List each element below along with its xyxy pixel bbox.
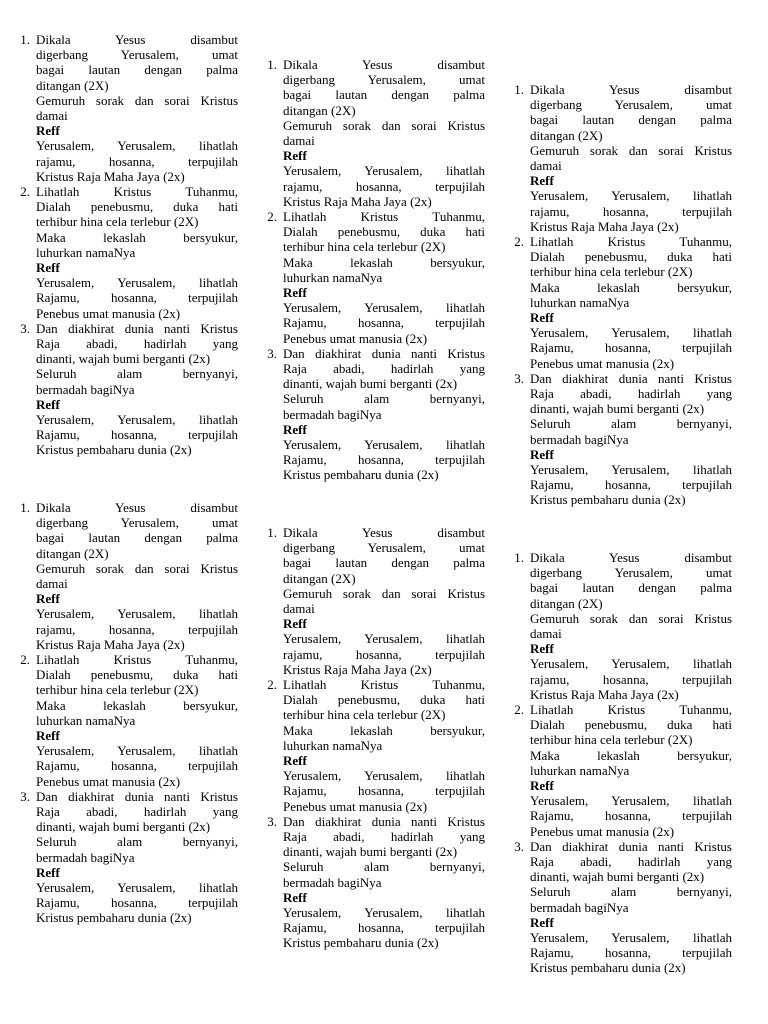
verse-text-line: Lihatlah Kristus Tuhanmu, (36, 184, 238, 200)
reff-text-line: Rajamu, hosanna, terpujilah (36, 895, 238, 911)
verse-text-line: Raja abadi, hadirlah yang (36, 336, 238, 352)
verse-response-line: Gemuruh sorak dan sorai Kristus (36, 560, 238, 576)
reff-text-line: Kristus Raja Maha Jaya (2x) (530, 218, 679, 234)
verse-response-line: bermadah bagiNya (283, 406, 382, 422)
verse-text-line: Dikala Yesus disambut (283, 525, 485, 540)
reff-text-line: Yerusalem, Yerusalem, lihatlah (530, 188, 732, 204)
reff-label: Reff (36, 864, 60, 880)
verse-text-line: Dikala Yesus disambut (530, 82, 732, 97)
verse-number: 2. (514, 702, 524, 718)
verse-text-line: Dan diakhirat dunia nanti Kristus (530, 370, 732, 386)
verse-response-line: Maka lekaslah bersyukur, (283, 722, 485, 738)
verse-response-line: Maka lekaslah bersyukur, (530, 747, 732, 763)
verse-text-line: dinanti, wajah bumi berganti (2x) (283, 844, 458, 860)
reff-text-line: Yerusalem, Yerusalem, lihatlah (530, 930, 732, 946)
reff-text-line: Penebus umat manusia (2x) (530, 823, 675, 839)
verse-text-line: Dialah penebusmu, duka hati (36, 199, 238, 215)
verse-response-line: Gemuruh sorak dan sorai Kristus (283, 117, 485, 133)
verse-number: 1. (20, 32, 30, 47)
verse-number: 3. (267, 813, 277, 829)
reff-text-line: Penebus umat manusia (2x) (283, 798, 428, 814)
reff-label: Reff (530, 778, 554, 794)
verse-response-line: Maka lekaslah bersyukur, (283, 254, 485, 270)
reff-label: Reff (283, 421, 307, 437)
verse-number: 1. (267, 57, 277, 72)
reff-label: Reff (283, 753, 307, 769)
verse-text-line: Lihatlah Kristus Tuhanmu, (36, 652, 238, 668)
verse-text-line: bagai lautan dengan palma (530, 112, 732, 128)
verse-text-line: bagai lautan dengan palma (36, 62, 238, 78)
lyrics-block-bottom-left (8, 500, 238, 926)
reff-text-line: Yerusalem, Yerusalem, lihatlah (283, 631, 485, 647)
verse-text-line: terhibur hina cela terlebur (2X) (36, 682, 199, 698)
verse-response-line: damai (283, 133, 315, 149)
reff-text-line: Yerusalem, Yerusalem, lihatlah (36, 606, 238, 622)
verse (8, 652, 238, 789)
reff-label: Reff (530, 173, 554, 189)
verse-number: 3. (20, 788, 30, 804)
verse-text-line: Dialah penebusmu, duka hati (36, 667, 238, 683)
reff-text-line: Rajamu, hosanna, terpujilah (283, 783, 485, 799)
reff-text-line: Kristus pembaharu dunia (2x) (283, 467, 439, 483)
reff-label: Reff (36, 591, 60, 607)
verse (502, 82, 732, 234)
reff-text-line: Rajamu, hosanna, terpujilah (283, 315, 485, 331)
verse-text-line: digerbang Yerusalem, umat (36, 515, 238, 531)
verse-text-line: bagai lautan dengan palma (530, 580, 732, 596)
reff-text-line: rajamu, hosanna, terpujilah (36, 153, 238, 169)
verse-text-line: Dialah penebusmu, duka hati (530, 249, 732, 265)
reff-text-line: Rajamu, hosanna, terpujilah (283, 920, 485, 936)
reff-label: Reff (530, 446, 554, 462)
verse-text-line: ditangan (2X) (283, 102, 356, 118)
reff-text-line: Rajamu, hosanna, terpujilah (36, 758, 238, 774)
verse-response-line: bermadah bagiNya (530, 899, 629, 915)
reff-label: Reff (283, 148, 307, 164)
verse-text-line: Raja abadi, hadirlah yang (530, 386, 732, 402)
verse-response-line: Seluruh alam bernyanyi, (36, 834, 238, 850)
reff-label: Reff (530, 310, 554, 326)
verse-number: 3. (20, 320, 30, 336)
reff-text-line: Kristus Raja Maha Jaya (2x) (36, 168, 185, 184)
reff-text-line: Kristus pembaharu dunia (2x) (36, 910, 192, 926)
reff-text-line: Kristus pembaharu dunia (2x) (530, 492, 686, 508)
verse (255, 677, 485, 814)
verse-text-line: Dan diakhirat dunia nanti Kristus (530, 838, 732, 854)
reff-text-line: rajamu, hosanna, terpujilah (530, 671, 732, 687)
verse-text-line: ditangan (2X) (530, 595, 603, 611)
reff-text-line: Yerusalem, Yerusalem, lihatlah (283, 300, 485, 316)
verse-text-line: terhibur hina cela terlebur (2X) (530, 264, 693, 280)
verse-text-line: Raja abadi, hadirlah yang (283, 829, 485, 845)
reff-label: Reff (283, 285, 307, 301)
verse-text-line: digerbang Yerusalem, umat (530, 565, 732, 581)
reff-text-line: Yerusalem, Yerusalem, lihatlah (283, 437, 485, 453)
lyrics-block-top-left (8, 32, 238, 458)
verse-text-line: Lihatlah Kristus Tuhanmu, (530, 234, 732, 250)
reff-text-line: Yerusalem, Yerusalem, lihatlah (530, 793, 732, 809)
reff-text-line: Yerusalem, Yerusalem, lihatlah (530, 656, 732, 672)
verse-number: 1. (514, 550, 524, 565)
reff-text-line: Penebus umat manusia (2x) (283, 330, 428, 346)
verse-text-line: Lihatlah Kristus Tuhanmu, (283, 209, 485, 225)
verse-text-line: dinanti, wajah bumi berganti (2x) (36, 819, 211, 835)
verse-response-line: bermadah bagiNya (283, 874, 382, 890)
reff-text-line: Rajamu, hosanna, terpujilah (36, 427, 238, 443)
verse (255, 57, 485, 209)
verse-text-line: Lihatlah Kristus Tuhanmu, (283, 677, 485, 693)
reff-text-line: Kristus Raja Maha Jaya (2x) (283, 193, 432, 209)
verse-text-line: Dikala Yesus disambut (530, 550, 732, 565)
reff-text-line: Yerusalem, Yerusalem, lihatlah (530, 462, 732, 478)
verse-response-line: luhurkan namaNya (283, 737, 383, 753)
reff-text-line: Rajamu, hosanna, terpujilah (530, 808, 732, 824)
reff-label: Reff (36, 260, 60, 276)
verse (255, 346, 485, 483)
reff-text-line: Yerusalem, Yerusalem, lihatlah (530, 325, 732, 341)
reff-text-line: Kristus pembaharu dunia (2x) (36, 442, 192, 458)
verse-number: 2. (267, 209, 277, 225)
reff-label: Reff (530, 641, 554, 657)
reff-text-line: Rajamu, hosanna, terpujilah (530, 477, 732, 493)
reff-text-line: rajamu, hosanna, terpujilah (36, 621, 238, 637)
reff-text-line: Rajamu, hosanna, terpujilah (530, 340, 732, 356)
verse-text-line: Dikala Yesus disambut (283, 57, 485, 72)
verse-text-line: dinanti, wajah bumi berganti (2x) (530, 401, 705, 417)
reff-text-line: rajamu, hosanna, terpujilah (283, 646, 485, 662)
verse (502, 371, 732, 508)
reff-text-line: Rajamu, hosanna, terpujilah (36, 290, 238, 306)
reff-text-line: rajamu, hosanna, terpujilah (283, 178, 485, 194)
verse-response-line: Gemuruh sorak dan sorai Kristus (283, 585, 485, 601)
verse (502, 550, 732, 702)
reff-text-line: Yerusalem, Yerusalem, lihatlah (36, 412, 238, 428)
verse-text-line: ditangan (2X) (530, 127, 603, 143)
reff-text-line: Penebus umat manusia (2x) (530, 355, 675, 371)
verse-text-line: Dikala Yesus disambut (36, 32, 238, 47)
verse-text-line: digerbang Yerusalem, umat (283, 72, 485, 88)
verse-text-line: ditangan (2X) (283, 570, 356, 586)
verse-text-line: dinanti, wajah bumi berganti (2x) (36, 351, 211, 367)
verse-number: 1. (20, 500, 30, 515)
verse-text-line: dinanti, wajah bumi berganti (2x) (283, 376, 458, 392)
verse-text-line: Dan diakhirat dunia nanti Kristus (36, 320, 238, 336)
verse-response-line: Seluruh alam bernyanyi, (530, 884, 732, 900)
verse (8, 321, 238, 458)
reff-label: Reff (283, 616, 307, 632)
verse-number: 2. (267, 677, 277, 693)
verse-response-line: Seluruh alam bernyanyi, (283, 391, 485, 407)
verse-text-line: Dan diakhirat dunia nanti Kristus (283, 813, 485, 829)
reff-text-line: Rajamu, hosanna, terpujilah (530, 945, 732, 961)
verse-response-line: bermadah bagiNya (530, 431, 629, 447)
verse-text-line: bagai lautan dengan palma (36, 530, 238, 546)
reff-text-line: Rajamu, hosanna, terpujilah (283, 452, 485, 468)
reff-text-line: Kristus Raja Maha Jaya (2x) (283, 661, 432, 677)
verse (8, 184, 238, 321)
verse-response-line: Seluruh alam bernyanyi, (283, 859, 485, 875)
lyrics-block-bottom-center (255, 525, 485, 951)
verse (8, 500, 238, 652)
lyrics-block-top-right (502, 82, 732, 508)
verse-response-line: luhurkan namaNya (36, 712, 136, 728)
reff-text-line: Yerusalem, Yerusalem, lihatlah (283, 163, 485, 179)
reff-text-line: Yerusalem, Yerusalem, lihatlah (283, 768, 485, 784)
verse-text-line: Dan diakhirat dunia nanti Kristus (283, 345, 485, 361)
verse-response-line: luhurkan namaNya (530, 762, 630, 778)
verse (502, 234, 732, 371)
verse-text-line: Raja abadi, hadirlah yang (530, 854, 732, 870)
verse-response-line: bermadah bagiNya (36, 381, 135, 397)
verse-text-line: bagai lautan dengan palma (283, 555, 485, 571)
verse (255, 525, 485, 677)
reff-text-line: Kristus pembaharu dunia (2x) (530, 960, 686, 976)
reff-text-line: rajamu, hosanna, terpujilah (530, 203, 732, 219)
verse-text-line: dinanti, wajah bumi berganti (2x) (530, 869, 705, 885)
reff-label: Reff (36, 396, 60, 412)
verse-text-line: Dialah penebusmu, duka hati (283, 692, 485, 708)
verse-response-line: luhurkan namaNya (283, 269, 383, 285)
verse-response-line: Maka lekaslah bersyukur, (36, 229, 238, 245)
reff-text-line: Yerusalem, Yerusalem, lihatlah (36, 880, 238, 896)
reff-text-line: Kristus Raja Maha Jaya (2x) (36, 636, 185, 652)
reff-label: Reff (283, 889, 307, 905)
verse-text-line: bagai lautan dengan palma (283, 87, 485, 103)
verse-response-line: bermadah bagiNya (36, 849, 135, 865)
reff-label: Reff (36, 123, 60, 139)
verse-text-line: terhibur hina cela terlebur (2X) (283, 239, 446, 255)
verse (8, 32, 238, 184)
verse-text-line: Dialah penebusmu, duka hati (283, 224, 485, 240)
verse-text-line: ditangan (2X) (36, 77, 109, 93)
reff-label: Reff (530, 914, 554, 930)
verse-text-line: Dialah penebusmu, duka hati (530, 717, 732, 733)
verse-response-line: damai (36, 108, 68, 124)
verse-text-line: digerbang Yerusalem, umat (36, 47, 238, 63)
verse-number: 2. (20, 184, 30, 200)
verse-number: 1. (514, 82, 524, 97)
reff-text-line: Yerusalem, Yerusalem, lihatlah (36, 138, 238, 154)
verse (255, 814, 485, 951)
verse (8, 789, 238, 926)
verse-number: 1. (267, 525, 277, 540)
reff-label: Reff (36, 728, 60, 744)
verse (502, 839, 732, 976)
verse (502, 702, 732, 839)
verse-text-line: digerbang Yerusalem, umat (283, 540, 485, 556)
reff-text-line: Penebus umat manusia (2x) (36, 305, 181, 321)
verse-number: 2. (20, 652, 30, 668)
reff-text-line: Kristus pembaharu dunia (2x) (283, 935, 439, 951)
verse-response-line: Maka lekaslah bersyukur, (530, 279, 732, 295)
lyrics-block-top-center (255, 57, 485, 483)
verse-response-line: damai (530, 626, 562, 642)
verse-text-line: Raja abadi, hadirlah yang (36, 804, 238, 820)
verse-response-line: Gemuruh sorak dan sorai Kristus (530, 610, 732, 626)
reff-text-line: Kristus Raja Maha Jaya (2x) (530, 686, 679, 702)
verse-text-line: Raja abadi, hadirlah yang (283, 361, 485, 377)
verse-number: 2. (514, 234, 524, 250)
verse-text-line: Lihatlah Kristus Tuhanmu, (530, 702, 732, 718)
verse-response-line: damai (36, 576, 68, 592)
verse-text-line: terhibur hina cela terlebur (2X) (283, 707, 446, 723)
verse-response-line: damai (530, 158, 562, 174)
verse-response-line: Seluruh alam bernyanyi, (36, 366, 238, 382)
reff-text-line: Yerusalem, Yerusalem, lihatlah (36, 275, 238, 291)
verse-number: 3. (267, 345, 277, 361)
reff-text-line: Penebus umat manusia (2x) (36, 773, 181, 789)
verse-text-line: ditangan (2X) (36, 545, 109, 561)
verse-text-line: digerbang Yerusalem, umat (530, 97, 732, 113)
verse-response-line: Gemuruh sorak dan sorai Kristus (36, 92, 238, 108)
verse-number: 3. (514, 838, 524, 854)
verse-text-line: Dikala Yesus disambut (36, 500, 238, 515)
verse-number: 3. (514, 370, 524, 386)
reff-text-line: Yerusalem, Yerusalem, lihatlah (283, 905, 485, 921)
verse-response-line: luhurkan namaNya (36, 244, 136, 260)
verse-response-line: damai (283, 601, 315, 617)
verse-response-line: luhurkan namaNya (530, 294, 630, 310)
verse-text-line: Dan diakhirat dunia nanti Kristus (36, 788, 238, 804)
verse-response-line: Gemuruh sorak dan sorai Kristus (530, 142, 732, 158)
reff-text-line: Yerusalem, Yerusalem, lihatlah (36, 743, 238, 759)
lyrics-block-bottom-right (502, 550, 732, 976)
verse-text-line: terhibur hina cela terlebur (2X) (530, 732, 693, 748)
verse (255, 209, 485, 346)
verse-response-line: Maka lekaslah bersyukur, (36, 697, 238, 713)
verse-response-line: Seluruh alam bernyanyi, (530, 416, 732, 432)
verse-text-line: terhibur hina cela terlebur (2X) (36, 214, 199, 230)
